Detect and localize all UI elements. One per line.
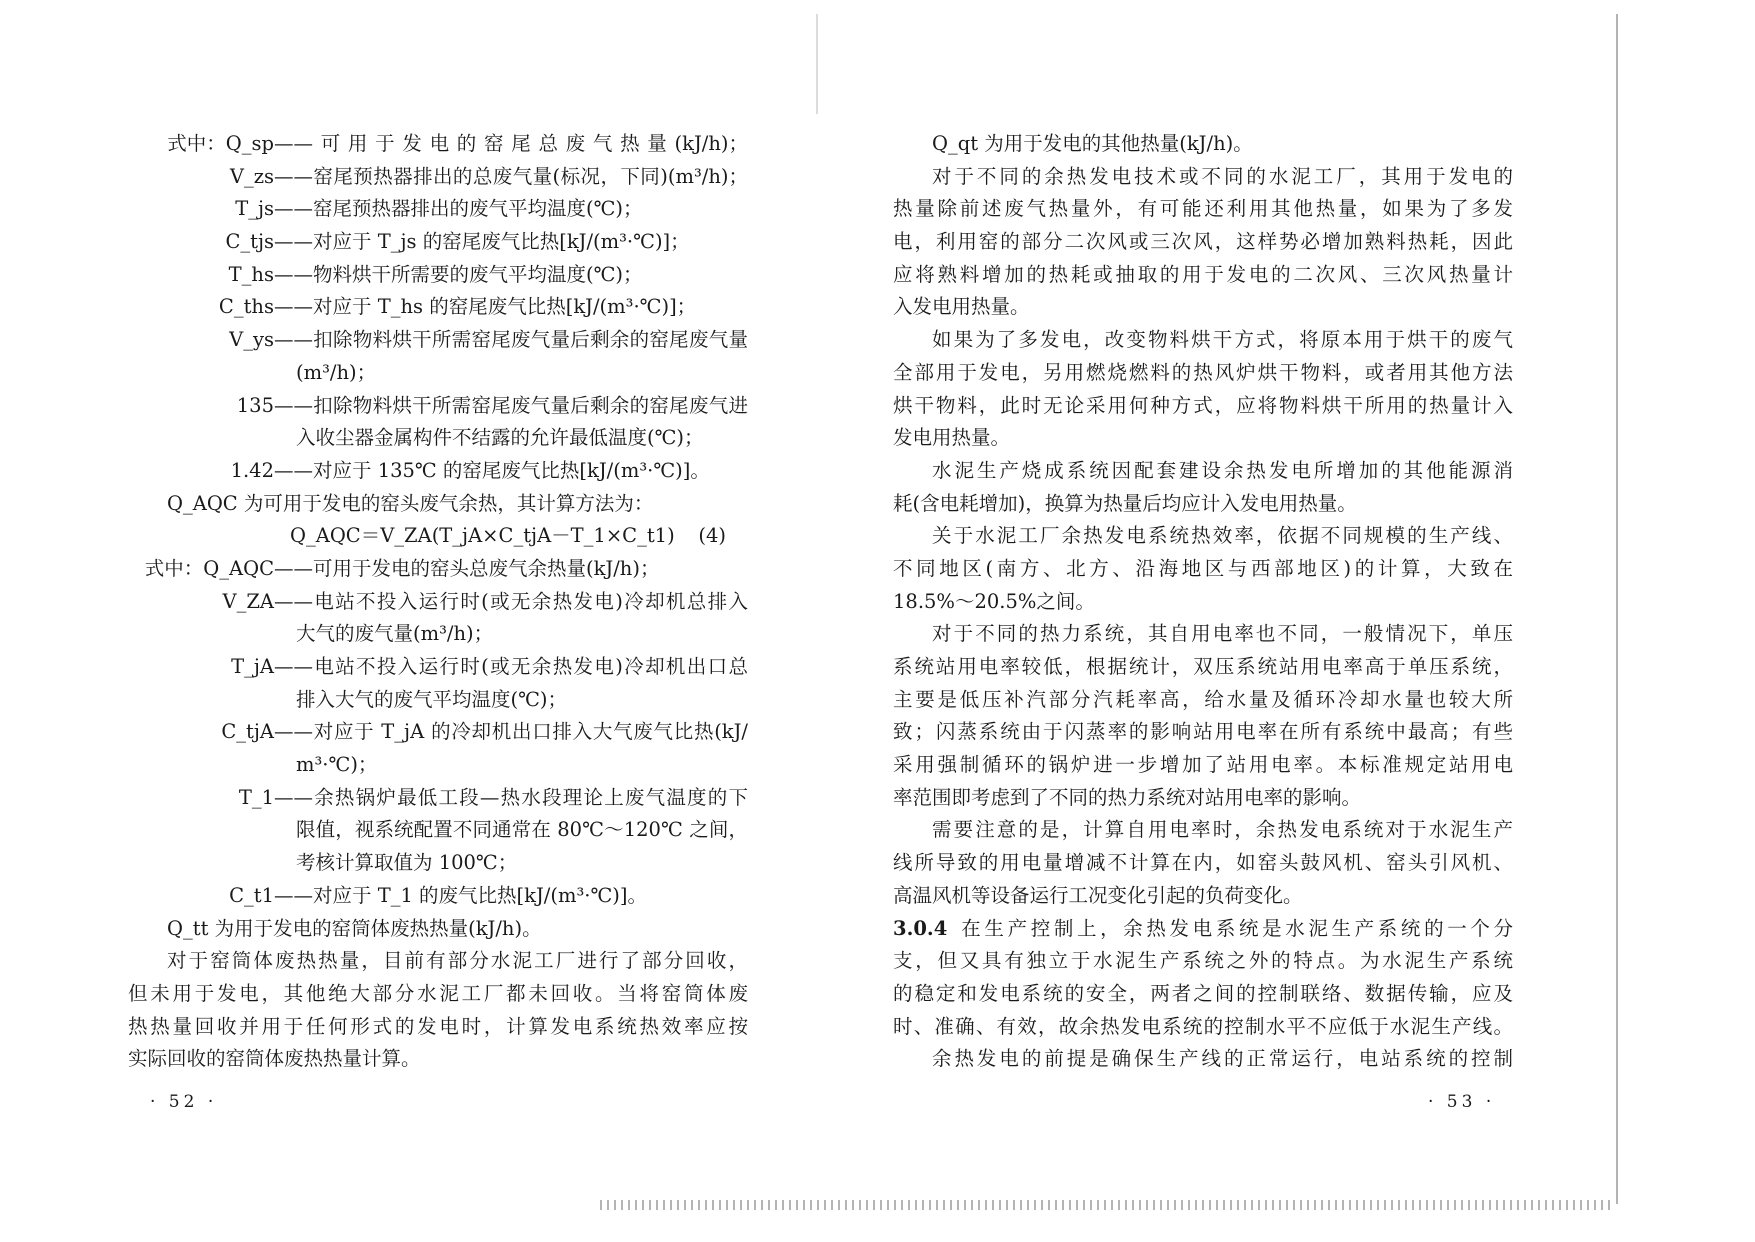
def-desc: ——电站不投入运行时(或无余热发电)冷却机出口总 — [274, 655, 748, 678]
scan-gutter-line — [816, 14, 818, 114]
paragraph-line: 对于不同的热力系统，其自用电率也不同，一般情况下，单压 — [932, 622, 1513, 646]
paragraph-line: 入发电用热量。 — [893, 295, 1030, 319]
paragraph-line: 余热发电的前提是确保生产线的正常运行，电站系统的控制 — [932, 1047, 1513, 1071]
paragraph-line: 全部用于发电，另用燃烧燃料的热风炉烘干物料，或者用其他方法 — [893, 360, 1513, 384]
def-term: V_zs — [229, 164, 274, 188]
definition-continuation — [128, 847, 748, 880]
paragraph-line: 在生产控制上，余热发电系统是水泥生产系统的一个分 — [961, 916, 1513, 940]
def-desc: ——对应于 T_1 的废气比热[kJ/(m³·℃)]。 — [274, 883, 648, 907]
def-term: T_1 — [238, 785, 274, 809]
paragraph-line: 如果为了多发电，改变物料烘干方式，将原本用于烘干的废气 — [932, 328, 1513, 352]
paragraph-line: 的稳定和发电系统的安全，两者之间的控制联络、数据传输，应及 — [893, 981, 1513, 1005]
paragraph-line: 对于不同的余热发电技术或不同的水泥工厂，其用于发电的 — [932, 164, 1513, 188]
paragraph-line: 发电用热量。 — [893, 426, 1011, 450]
def-desc: ——扣除物料烘干所需窑尾废气量后剩余的窑尾废气进 — [274, 393, 748, 417]
definition-line — [128, 161, 748, 194]
definition-line — [128, 324, 748, 357]
def-desc: ——电站不投入运行时(或无余热发电)冷却机总排入 — [274, 589, 748, 613]
paragraph-line: 关于水泥工厂余热发电系统热效率，依据不同规模的生产线、 — [932, 524, 1513, 548]
text-line: Q_qt 为用于发电的其他热量(kJ/h)。 — [932, 132, 1253, 155]
def-term: T_jA — [231, 655, 274, 678]
equation-number: (4) — [698, 524, 726, 548]
def-term: 135 — [236, 393, 274, 417]
definition-line — [128, 553, 748, 586]
def-desc-cont: m³·℃)； — [296, 753, 378, 777]
paragraph-line: 应将熟料增加的热耗或抽取的用于发电的二次风、三次风热量计 — [893, 262, 1513, 286]
def-term: C_tjA — [221, 720, 274, 744]
paragraph-line: 热量除前述废气热量外，有可能还利用其他热量，如果为了多发 — [893, 197, 1513, 221]
paragraph-line: 烘干物料，此时无论采用何种方式，应将物料烘干所用的热量计入 — [893, 393, 1513, 417]
prefix-label: 式中： — [167, 132, 226, 155]
definition-line — [128, 259, 748, 292]
paragraph-line: 率范围即考虑到了不同的热力系统对站用电率的影响。 — [893, 785, 1362, 809]
def-desc: ——余热锅炉最低工段—热水段理论上废气温度的下 — [274, 785, 748, 809]
paragraph-line: 18.5%～20.5%之间。 — [893, 589, 1095, 613]
scan-noise-bottom — [600, 1200, 1610, 1210]
paragraph-line: 时、准确、有效，故余热发电系统的控制水平不应低于水泥生产线。 — [893, 1014, 1513, 1038]
paragraph-line: 但未用于发电，其他绝大部分水泥工厂都未回收。当将窑筒体废 — [128, 981, 748, 1005]
section-line — [893, 913, 1513, 946]
def-term: T_js — [235, 197, 274, 221]
definition-continuation — [128, 357, 748, 390]
definition-continuation — [128, 618, 748, 651]
definition-line — [128, 390, 748, 423]
paragraph-line: 耗(含电耗增加)，换算为热量后均应计入发电用热量。 — [893, 491, 1357, 515]
def-term: Q_sp — [225, 132, 274, 155]
paragraph-line: 对于窑筒体废热热量，目前有部分水泥工厂进行了部分回收， — [167, 949, 748, 973]
definition-line — [128, 782, 748, 815]
definition-line — [128, 586, 748, 619]
def-desc: ——对应于 T_js 的窑尾废气比热[kJ/(m³·℃)]； — [274, 230, 690, 254]
def-desc: ——物料烘干所需要的废气平均温度(℃)； — [274, 262, 643, 286]
formula-line — [128, 520, 748, 553]
prefix-label: 式中： — [144, 556, 204, 580]
definition-line — [128, 291, 748, 324]
def-term: C_tjs — [225, 230, 274, 254]
paragraph-line: 电，利用窑的部分二次风或三次风，这样势必增加熟料热耗，因此 — [893, 230, 1513, 254]
definition-line — [128, 880, 748, 913]
definition-line — [128, 128, 748, 161]
definition-line — [128, 226, 748, 259]
def-term: C_t1 — [229, 883, 274, 907]
paragraph-line: 支，但又具有独立于水泥生产系统之外的特点。为水泥生产系统 — [893, 949, 1513, 973]
def-desc: ——对应于 135℃ 的窑尾废气比热[kJ/(m³·℃)]。 — [274, 458, 710, 482]
def-term: 1.42 — [230, 458, 274, 482]
def-desc: ——对应于 T_hs 的窑尾废气比热[kJ/(m³·℃)]； — [274, 295, 697, 319]
definition-line — [128, 455, 748, 488]
paragraph-line: 采用强制循环的锅炉进一步增加了站用电率。本标准规定站用电 — [893, 753, 1513, 777]
def-desc-cont: 大气的废气量(m³/h)； — [296, 622, 494, 646]
paragraph-line: 水泥生产烧成系统因配套建设余热发电所增加的其他能源消 — [932, 458, 1513, 482]
scan-edge-line-right — [1616, 14, 1618, 1204]
definition-line — [128, 651, 748, 684]
definition-line — [128, 193, 748, 226]
def-desc: ——扣除物料烘干所需窑尾废气量后剩余的窑尾废气量 — [274, 328, 748, 352]
page-number-left: · 52 · — [150, 1092, 218, 1112]
paragraph-line: 需要注意的是，计算自用电率时，余热发电系统对于水泥生产 — [932, 818, 1513, 842]
definition-continuation — [128, 749, 748, 782]
paragraph-line: 致；闪蒸系统由于闪蒸率的影响站用电率在所有系统中最高；有些 — [893, 720, 1513, 744]
def-term: Q_AQC — [203, 556, 274, 580]
definition-continuation — [128, 684, 748, 717]
def-desc-cont: (m³/h)； — [296, 360, 377, 384]
def-desc-cont: 考核计算取值为 100℃； — [296, 851, 518, 875]
section-number: 3.0.4 — [893, 916, 948, 940]
paragraph-line: 实际回收的窑筒体废热热量计算。 — [128, 1047, 421, 1071]
def-desc: ——可用于发电的窑尾总废气热量(kJ/h)； — [274, 132, 748, 155]
paragraph-line: 热热量回收并用于任何形式的发电时，计算发电系统热效率应按 — [128, 1014, 748, 1038]
text-line: Q_tt 为用于发电的窑筒体废热热量(kJ/h)。 — [167, 916, 542, 940]
def-term: T_hs — [228, 262, 274, 286]
formula: Q_AQC＝V_ZA(T_jA×C_tjA－T_1×C_t1) — [290, 524, 675, 548]
paragraph-line: 主要是低压补汽部分汽耗率高，给水量及循环冷却水量也较大所 — [893, 687, 1513, 711]
def-term: V_ZA — [222, 589, 274, 613]
left-page — [128, 128, 748, 1076]
def-desc: ——窑尾预热器排出的废气平均温度(℃)； — [274, 197, 643, 221]
def-term: C_ths — [218, 295, 274, 319]
def-desc-cont: 限值，视系统配置不同通常在 80℃～120℃ 之间， — [296, 818, 748, 842]
paragraph-line: 系统站用电率较低，根据统计，双压系统站用电率高于单压系统， — [893, 655, 1513, 678]
def-desc-cont: 入收尘器金属构件不结露的允许最低温度(℃)； — [296, 426, 704, 450]
definition-continuation — [128, 814, 748, 847]
paragraph-line: 线所导致的用电量增减不计算在内，如窑头鼓风机、窑头引风机、 — [893, 851, 1513, 875]
def-desc: ——窑尾预热器排出的总废气量(标况，下同)(m³/h)； — [274, 164, 748, 188]
right-page — [893, 128, 1513, 1076]
paragraph-line: 高温风机等设备运行工况变化引起的负荷变化。 — [893, 883, 1303, 907]
page-number-right: · 53 · — [1428, 1092, 1496, 1112]
def-term: V_ys — [229, 328, 274, 352]
definition-continuation — [128, 422, 748, 455]
paragraph-line: 不同地区(南方、北方、沿海地区与西部地区)的计算，大致在 — [893, 556, 1513, 580]
def-desc: ——对应于 T_jA 的冷却机出口排入大气废气比热(kJ/ — [274, 720, 748, 744]
definition-line — [128, 716, 748, 749]
def-desc-cont: 排入大气的废气平均温度(℃)； — [296, 687, 568, 711]
text-line: Q_AQC 为可用于发电的窑头废气余热，其计算方法为： — [167, 491, 654, 515]
def-desc: ——可用于发电的窑头总废气余热量(kJ/h)； — [274, 556, 660, 580]
